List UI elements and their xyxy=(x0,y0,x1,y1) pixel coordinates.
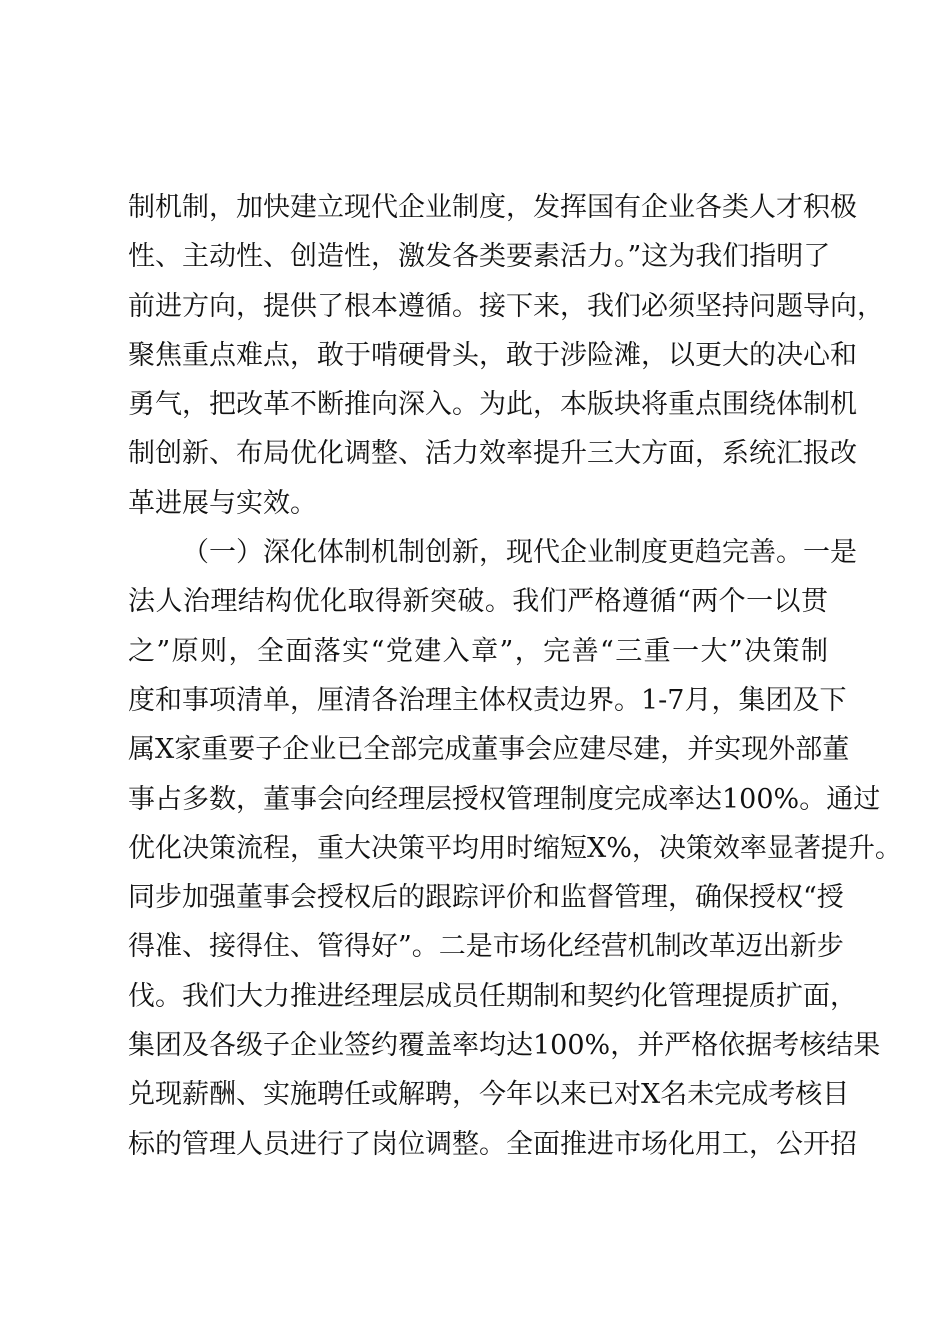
text-line: 兑现薪酬、实施聘任或解聘，今年以来已对X名未完成考核目 xyxy=(128,1079,850,1111)
text-line: 属X家重要子企业已全部完成董事会应建尽建，并实现外部董 xyxy=(128,734,850,766)
text-line: 之”原则，全面落实“党建入章”，完善“三重一大”决策制 xyxy=(128,635,828,667)
text-line: 伐。我们大力推进经理层成员任期制和契约化管理提质扩面， xyxy=(128,980,857,1012)
text-line: 集团及各级子企业签约覆盖率均达100%，并严格依据考核结果 xyxy=(128,1030,881,1062)
text-line: 性、主动性、创造性，激发各类要素活力。”这为我们指明了 xyxy=(128,241,831,273)
text-line: 法人治理结构优化取得新突破。我们严格遵循“两个一以贯 xyxy=(128,586,828,618)
text-line: 得准、接得住、管得好”。二是市场化经营机制改革迈出新步 xyxy=(128,931,844,963)
body-text xyxy=(128,183,902,1169)
text-line: 前进方向，提供了根本遵循。接下来，我们必须坚持问题导向， xyxy=(128,290,884,322)
text-line: 标的管理人员进行了岗位调整。全面推进市场化用工，公开招 xyxy=(128,1128,857,1160)
text-line: 聚焦重点难点，敢于啃硬骨头，敢于涉险滩，以更大的决心和 xyxy=(128,339,857,371)
text-line: 勇气，把改革不断推向深入。为此，本版块将重点围绕体制机 xyxy=(128,389,857,421)
text-line: 革进展与实效。 xyxy=(128,487,317,519)
text-line: 同步加强董事会授权后的跟踪评价和监督管理，确保授权“授 xyxy=(128,882,844,914)
text-line: 事占多数，董事会向经理层授权管理制度完成率达100%。通过 xyxy=(128,783,881,815)
section-heading-line: （一）深化体制机制创新，现代企业制度更趋完善。一是 xyxy=(182,537,857,569)
text-line: 制机制，加快建立现代企业制度，发挥国有企业各类人才积极 xyxy=(128,192,857,223)
text-line: 制创新、布局优化调整、活力效率提升三大方面，系统汇报改 xyxy=(128,438,857,470)
text-line: 度和事项清单，厘清各治理主体权责边界。1-7月，集团及下 xyxy=(128,684,847,716)
text-line: 优化决策流程，重大决策平均用时缩短X%，决策效率显著提升。 xyxy=(128,832,902,864)
